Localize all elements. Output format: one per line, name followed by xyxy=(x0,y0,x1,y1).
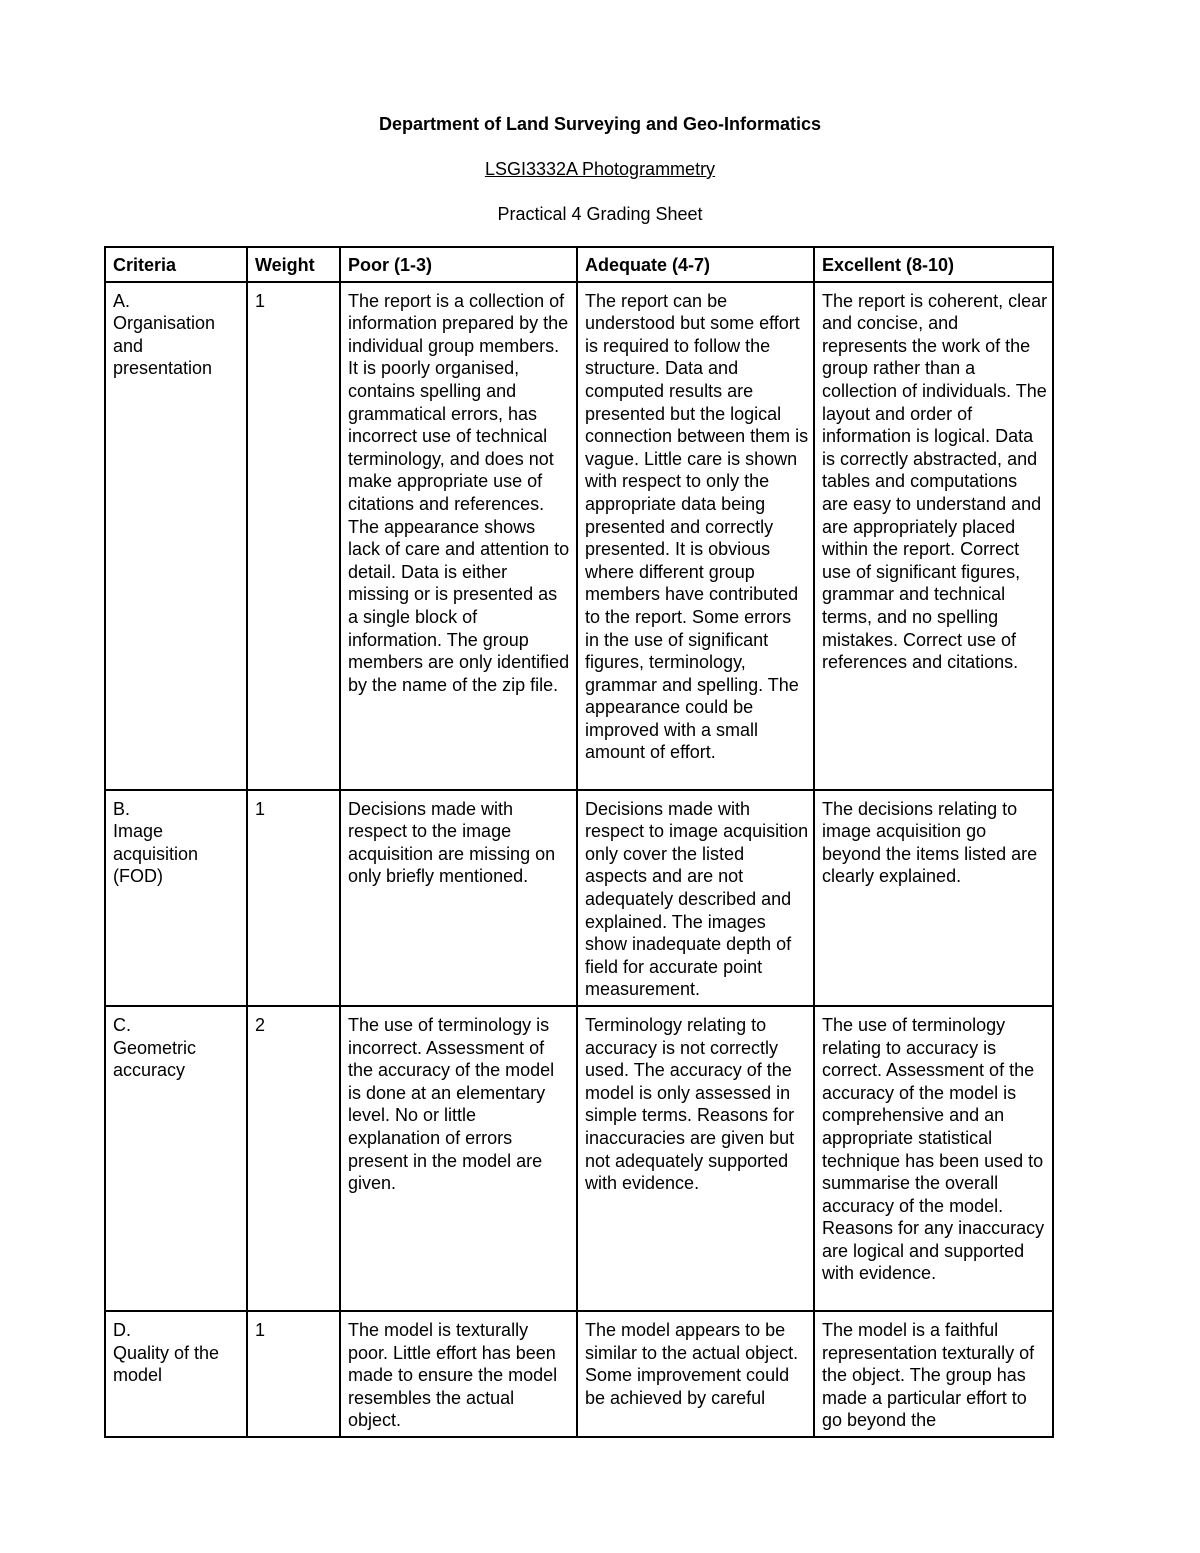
table-row xyxy=(105,1006,1053,1311)
weight-cell: 2 xyxy=(247,1006,340,1311)
criterion-name: Image acquisition (FOD) xyxy=(113,821,199,887)
excellent-descriptor-cell: The decisions relating to image acquisition go beyond the items listed are clearly explained. xyxy=(814,790,1053,1006)
criterion-cell xyxy=(105,1006,247,1311)
criterion-cell xyxy=(105,790,247,1006)
criterion-name: Geometric accuracy xyxy=(113,1037,197,1081)
weight-cell: 1 xyxy=(247,282,340,790)
excellent-descriptor-cell: The model is a faithful representation texturally of the object. The group has made a particular effort to go beyond the xyxy=(814,1311,1053,1437)
criterion-letter: C. xyxy=(113,1014,131,1035)
poor-descriptor-cell: The model is texturally poor. Little effort has been made to ensure the model resembles the actual object. xyxy=(340,1311,577,1437)
page-title: Department of Land Surveying and Geo-Informatics xyxy=(378,114,822,134)
table-row xyxy=(105,790,1053,1006)
course-title-text: LSGI3332A Photogrammetry xyxy=(484,159,716,179)
criterion-name: Quality of the model xyxy=(113,1342,220,1386)
criterion-letter: A. xyxy=(113,290,131,311)
adequate-descriptor-cell: The model appears to be similar to the actual object. Some improvement could be achieved by careful xyxy=(577,1311,814,1437)
criterion-cell xyxy=(105,1311,247,1437)
adequate-descriptor-cell: The report can be understood but some effort is required to follow the structure. Data and computed results are presented but the logical connection between them is vague. Little care is shown with respect to only the appropriate data being presented and correctly presented. It is obvious where different group members have contributed to the report. Some errors in the use of significant figures, terminology, grammar and spelling. The appearance could be improved with a small amount of effort. xyxy=(577,282,814,790)
excellent-descriptor-cell: The report is coherent, clear and concise, and represents the work of the group rather than a collection of individuals. The layout and order of information is logical. Data is correctly abstracted, and tables and computations are easy to understand and are appropriately placed within the report. Correct use of significant figures, grammar and technical terms, and no spelling mistakes. Correct use of references and citations. xyxy=(814,282,1053,790)
grading-rubric-table xyxy=(104,246,1054,1438)
column-header-criteria: Criteria xyxy=(105,247,247,282)
criterion-cell xyxy=(105,282,247,790)
criterion-letter: B. xyxy=(113,798,131,819)
excellent-descriptor-cell: The use of terminology relating to accuracy is correct. Assessment of the accuracy of the model is comprehensive and an appropriate statistical technique has been used to summarise the overall accuracy of the model. Reasons for any inaccuracy are logical and supported with evidence. xyxy=(814,1006,1053,1311)
poor-descriptor-cell: The report is a collection of information prepared by the individual group members. It is poorly organised, contains spelling and grammatical errors, has incorrect use of technical terminology, and does not make appropriate use of citations and references. The appearance shows lack of care and attention to detail. Data is either missing or is presented as a single block of information. The group members are only identified by the name of the zip file. xyxy=(340,282,577,790)
poor-descriptor-cell: The use of terminology is incorrect. Assessment of the accuracy of the model is done at an elementary level. No or little explanation of errors present in the model are given. xyxy=(340,1006,577,1311)
table-row xyxy=(105,282,1053,790)
poor-descriptor-cell: Decisions made with respect to the image acquisition are missing on only briefly mentioned. xyxy=(340,790,577,1006)
course-title xyxy=(0,157,1200,181)
weight-cell: 1 xyxy=(247,1311,340,1437)
weight-cell: 1 xyxy=(247,790,340,1006)
column-header-adequate: Adequate (4-7) xyxy=(577,247,814,282)
adequate-descriptor-cell: Terminology relating to accuracy is not correctly used. The accuracy of the model is only assessed in simple terms. Reasons for inaccuracies are given but not adequately supported with evidence. xyxy=(577,1006,814,1311)
grading-sheet-title: Practical 4 Grading Sheet xyxy=(497,204,703,224)
criterion-letter: D. xyxy=(113,1319,131,1340)
column-header-excellent: Excellent (8-10) xyxy=(814,247,1053,282)
table-header-row xyxy=(105,247,1053,282)
column-header-weight: Weight xyxy=(247,247,340,282)
column-header-poor: Poor (1-3) xyxy=(340,247,577,282)
criterion-name: Organisation and presentation xyxy=(113,313,216,379)
adequate-descriptor-cell: Decisions made with respect to image acquisition only cover the listed aspects and are not adequately described and explained. The images show inadequate depth of field for accurate point measurement. xyxy=(577,790,814,1006)
table-row xyxy=(105,1311,1053,1437)
